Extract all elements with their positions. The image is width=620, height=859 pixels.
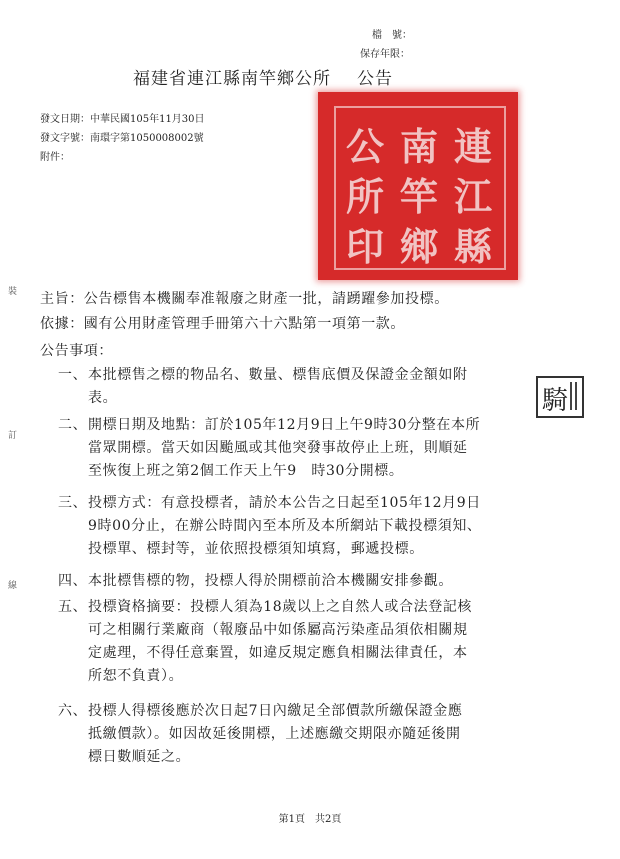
page-title: [133, 64, 393, 89]
item-line: 抵繳價款）。如因故延後開標，上述應繳交期限亦隨延後開: [88, 726, 461, 742]
item-line: 開標日期及地點：訂於105年12月9日上午9時30分整在本所: [88, 417, 481, 433]
basis: 依據：國有公用財產管理手冊第六十六點第一項第一款。: [40, 316, 405, 332]
issue-date: 發文日期：中華民國105年11月30日: [40, 114, 205, 125]
attachment: 附件：: [40, 152, 70, 163]
item-line: 投標資格摘要：投標人須為18歲以上之自然人或合法登記核: [88, 599, 473, 615]
item-line: 所恕不負責）。: [88, 668, 184, 684]
seal-char: 公: [346, 124, 385, 169]
agency-name: 福建省連江縣南竿鄉公所: [133, 69, 331, 89]
item-text: [88, 570, 538, 593]
stamp-stroke: [575, 382, 577, 410]
stamp-char: 騎: [542, 386, 569, 416]
item-text: [88, 414, 538, 483]
item-label: 四、: [58, 573, 88, 589]
margin-mark-bind: 裝: [8, 287, 18, 297]
seal-char: 連: [454, 124, 493, 169]
item-line: 至恢復上班之第2個工作天上午9 時30分開標。: [88, 463, 404, 479]
item-text: [88, 364, 538, 410]
doc-type: 公告: [357, 69, 393, 89]
item-line: 投標方式：有意投標者，請於本公告之日起至105年12月9日: [88, 495, 481, 511]
signature-stamp: [536, 376, 584, 418]
subject: 主旨：公告標售本機關奉准報廢之財產一批，請踴躍參加投標。: [40, 291, 449, 307]
seal-char: 印: [346, 224, 385, 269]
item-label: 五、: [58, 599, 88, 615]
page-number: 第1頁 共2頁: [278, 814, 342, 825]
retention-label: 保存年限：: [360, 49, 410, 60]
item-line: 投標人得標後應於次日起7日內繳足全部價款所繳保證金應: [88, 703, 463, 719]
item-line: 當眾開標。當天如因颱風或其他突發事故停止上班，則順延: [88, 440, 468, 456]
seal-char: 縣: [454, 224, 493, 269]
issue-number: 發文字號：南環字第1050008002號: [40, 133, 204, 144]
seal-char: 所: [346, 174, 385, 219]
seal-char: 竿: [400, 174, 439, 219]
item-text: [88, 492, 538, 561]
item-label: 一、: [58, 367, 88, 383]
items-heading: 公告事項：: [40, 343, 113, 359]
item-line: 本批標售標的物，投標人得於開標前洽本機關安排參觀。: [88, 573, 453, 589]
margin-mark-line: 線: [8, 581, 18, 591]
margin-mark-staple: 訂: [8, 431, 18, 441]
seal-char: 江: [454, 174, 493, 219]
file-number-label: 檔 號：: [372, 30, 412, 41]
item-text: [88, 700, 538, 769]
item-line: 定處理，不得任意棄置，如違反規定應負相關法律責任，本: [88, 645, 468, 661]
item-label: 六、: [58, 703, 88, 719]
item-line: 表。: [88, 390, 118, 406]
item-line: 本批標售之標的物品名、數量、標售底價及保證金金額如附: [88, 367, 468, 383]
seal-char: 南: [400, 124, 439, 169]
item-line: 9時00分止，在辦公時間內至本所及本所網站下載投標須知、: [88, 518, 482, 534]
item-line: 可之相關行業廠商（報廢品中如係屬高污染產品須依相關規: [88, 622, 468, 638]
seal-char: 鄉: [400, 224, 439, 269]
item-line: 標日數順延之。: [88, 749, 191, 765]
stamp-stroke: [570, 382, 572, 410]
item-text: [88, 596, 538, 688]
meta-block: [40, 110, 205, 167]
item-label: 二、: [58, 417, 88, 433]
item-label: 三、: [58, 495, 88, 511]
official-seal: [318, 92, 518, 280]
item-line: 投標單、標封等，並依照投標須知填寫，郵遞投標。: [88, 541, 424, 557]
